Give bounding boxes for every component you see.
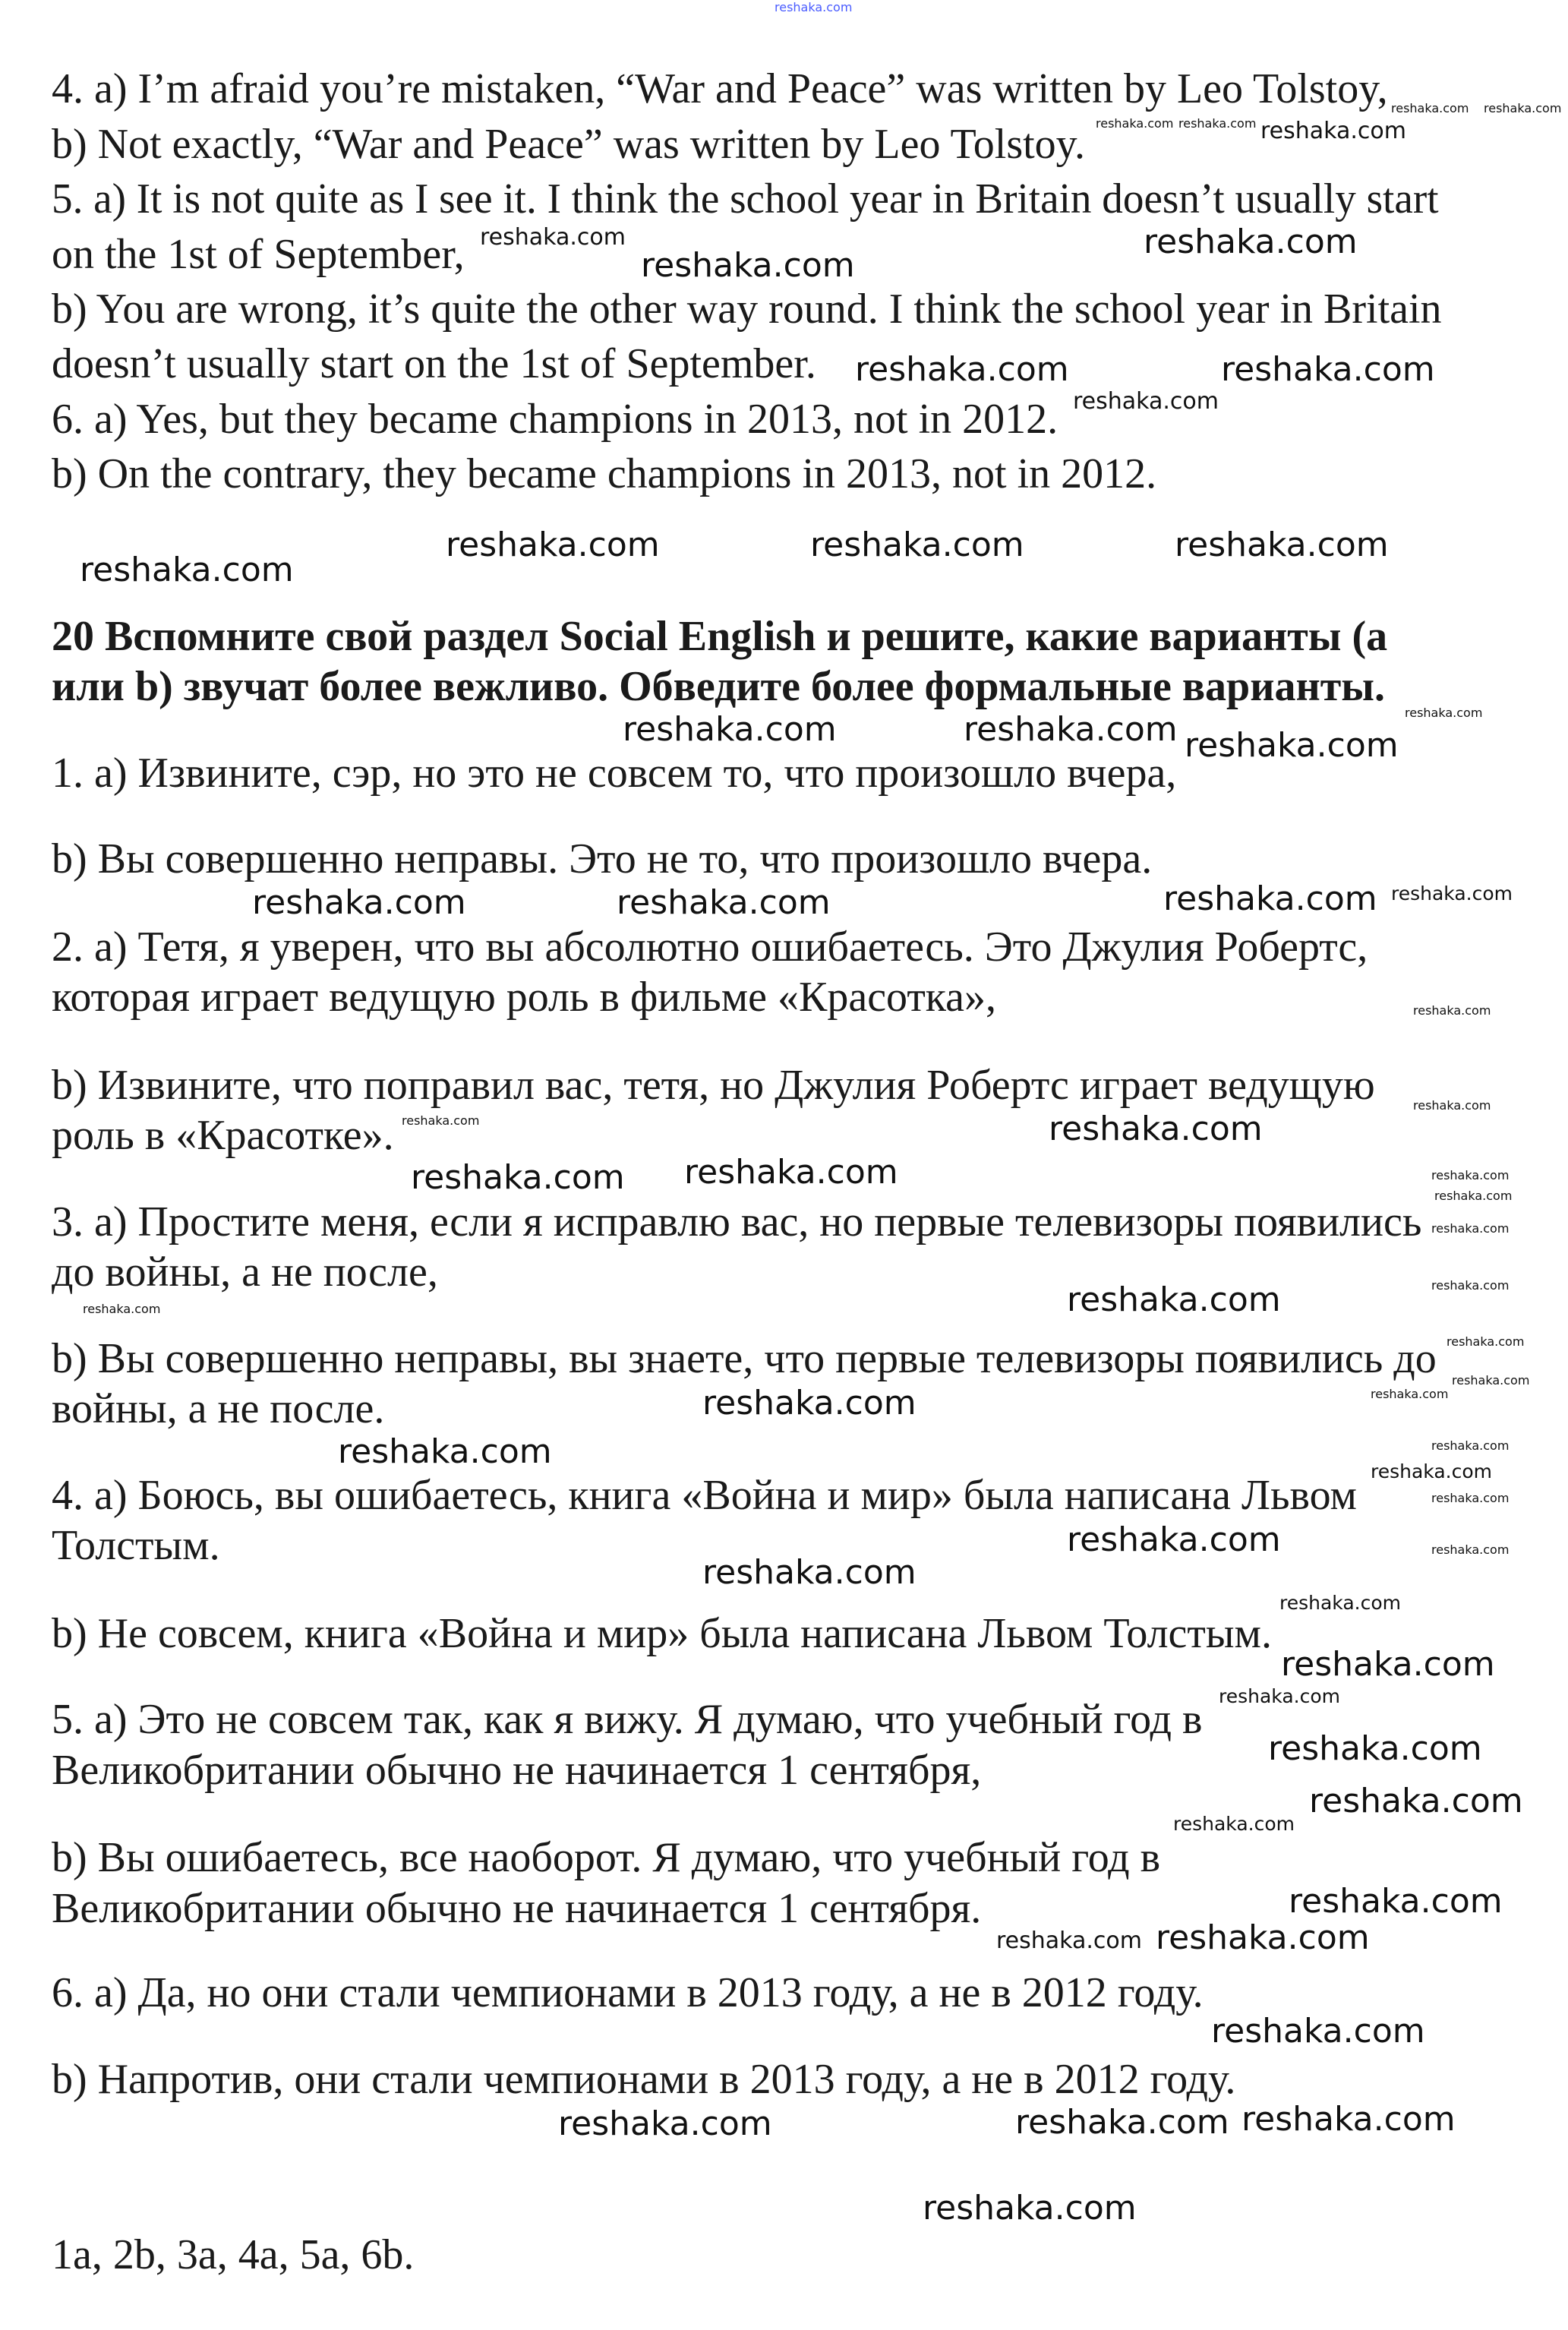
watermark: reshaka.com — [702, 1384, 917, 1422]
text-line: которая играет ведущую роль в фильме «Красотка», — [52, 974, 997, 1021]
watermark: reshaka.com — [1431, 1542, 1510, 1557]
text-line: до войны, а не после, — [52, 1249, 438, 1296]
watermark: reshaka.com — [641, 246, 855, 285]
watermark: reshaka.com — [702, 1553, 917, 1592]
watermark: reshaka.com — [1309, 1782, 1523, 1820]
watermark: reshaka.com — [252, 883, 466, 922]
watermark: reshaka.com — [1371, 1460, 1492, 1482]
text-line: b) Не совсем, книга «Война и мир» была написана Львом Толстым. — [52, 1610, 1272, 1657]
task-heading: 20 Вспомните свой раздел Social English и решите, какие варианты (а — [52, 613, 1388, 660]
text-line: b) You are wrong, it’s quite the other way round. I think the school year in Britain — [52, 286, 1442, 333]
watermark: reshaka.com — [996, 1927, 1142, 1954]
watermark: reshaka.com — [1447, 1334, 1525, 1349]
watermark: reshaka.com — [1281, 1645, 1495, 1684]
watermark: reshaka.com — [558, 2104, 772, 2143]
watermark: reshaka.com — [83, 1302, 161, 1316]
text-line: doesn’t usually start on the 1st of September. — [52, 340, 816, 387]
watermark: reshaka.com — [1175, 526, 1389, 564]
watermark: reshaka.com — [1413, 1003, 1491, 1018]
watermark: reshaka.com — [1049, 1110, 1263, 1148]
watermark: reshaka.com — [1431, 1491, 1510, 1505]
text-line: b) Вы ошибаетесь, все наоборот. Я думаю, что учебный год в — [52, 1834, 1161, 1881]
watermark: reshaka.com — [1289, 1882, 1503, 1921]
watermark: reshaka.com — [1452, 1373, 1530, 1388]
text-line: 6. a) Yes, but they became champions in 2013, not in 2012. — [52, 396, 1058, 443]
watermark: reshaka.com — [1185, 726, 1399, 765]
watermark: reshaka.com — [1431, 1438, 1510, 1453]
text-line: 1. а) Извините, сэр, но это не совсем то, что произошло вчера, — [52, 750, 1177, 797]
watermark: reshaka.com — [411, 1158, 625, 1197]
watermark: reshaka.com — [1405, 706, 1483, 720]
watermark: reshaka.com — [1431, 1278, 1510, 1293]
text-line: Великобритании обычно не начинается 1 сентября, — [52, 1747, 982, 1794]
text-line: 5. а) Это не совсем так, как я вижу. Я думаю, что учебный год в — [52, 1696, 1203, 1743]
watermark: reshaka.com — [1178, 116, 1257, 131]
text-line: b) Not exactly, “War and Peace” was written by Leo Tolstoy. — [52, 121, 1086, 168]
watermark: reshaka.com — [480, 224, 626, 251]
watermark: reshaka.com — [1144, 223, 1358, 261]
text-line: b) Вы совершенно неправы. Это не то, что произошло вчера. — [52, 835, 1153, 882]
watermark: reshaka.com — [1260, 118, 1406, 144]
text-line: b) Вы совершенно неправы, вы знаете, что первые телевизоры появились до — [52, 1335, 1437, 1382]
text-line: b) On the contrary, they became champions in 2013, not in 2012. — [52, 450, 1157, 497]
watermark: reshaka.com — [1431, 1221, 1510, 1236]
watermark: reshaka.com — [810, 526, 1024, 564]
watermark: reshaka.com — [80, 551, 294, 589]
text-line: on the 1st of September, — [52, 231, 465, 278]
watermark: reshaka.com — [1015, 2103, 1229, 2142]
text-line: b) Напротив, они стали чемпионами в 2013 году, а не в 2012 году. — [52, 2056, 1236, 2103]
watermark: reshaka.com — [402, 1113, 480, 1128]
task-heading: или b) звучат более вежливо. Обведите более формальные варианты. — [52, 663, 1385, 710]
watermark: reshaka.com — [1096, 116, 1174, 131]
watermark: reshaka.com — [1067, 1520, 1281, 1559]
top-watermark: reshaka.com — [775, 0, 853, 14]
watermark: reshaka.com — [1156, 1918, 1370, 1957]
watermark: reshaka.com — [1431, 1168, 1510, 1182]
text-line: 2. а) Тетя, я уверен, что вы абсолютно ошибаетесь. Это Джулия Робертс, — [52, 923, 1368, 971]
text-line: b) Извините, что поправил вас, тетя, но Джулия Робертс играет ведущую — [52, 1062, 1375, 1109]
text-line: 4. a) I’m afraid you’re mistaken, “War and Peace” was written by Leo Tolstoy, — [52, 65, 1388, 112]
watermark: reshaka.com — [1173, 1813, 1295, 1835]
watermark: reshaka.com — [446, 526, 660, 564]
watermark: reshaka.com — [338, 1432, 552, 1471]
watermark: reshaka.com — [1371, 1387, 1449, 1401]
watermark: reshaka.com — [1391, 882, 1513, 905]
watermark: reshaka.com — [964, 710, 1178, 749]
text-line: Великобритании обычно не начинается 1 сентября. — [52, 1885, 982, 1932]
watermark: reshaka.com — [1413, 1098, 1491, 1113]
watermark: reshaka.com — [1434, 1189, 1513, 1203]
watermark: reshaka.com — [617, 883, 831, 922]
watermark: reshaka.com — [1279, 1592, 1401, 1614]
text-line: 4. а) Боюсь, вы ошибаетесь, книга «Война и мир» была написана Львом — [52, 1472, 1357, 1519]
watermark: reshaka.com — [1268, 1729, 1482, 1768]
text-line: Толстым. — [52, 1522, 220, 1569]
watermark: reshaka.com — [1163, 879, 1377, 918]
watermark: reshaka.com — [1241, 2100, 1456, 2139]
answer-key: 1a, 2b, 3a, 4a, 5a, 6b. — [52, 2231, 415, 2278]
watermark: reshaka.com — [1067, 1280, 1281, 1319]
watermark: reshaka.com — [623, 710, 837, 749]
watermark: reshaka.com — [855, 350, 1069, 389]
text-line: 3. а) Простите меня, если я исправлю вас, но первые телевизоры появились — [52, 1198, 1422, 1246]
text-line: 6. а) Да, но они стали чемпионами в 2013 году, а не в 2012 году. — [52, 1969, 1204, 2016]
text-line: 5. a) It is not quite as I see it. I think the school year in Britain doesn’t usually start — [52, 175, 1439, 223]
watermark: reshaka.com — [1211, 2012, 1425, 2051]
watermark: reshaka.com — [1391, 101, 1469, 115]
watermark: reshaka.com — [1219, 1685, 1340, 1707]
watermark: reshaka.com — [1484, 101, 1562, 115]
watermark: reshaka.com — [684, 1153, 898, 1192]
watermark: reshaka.com — [923, 2189, 1137, 2227]
text-line: войны, а не после. — [52, 1385, 385, 1432]
watermark: reshaka.com — [1221, 350, 1435, 389]
watermark: reshaka.com — [1073, 388, 1219, 415]
text-line: роль в «Красотке». — [52, 1112, 394, 1159]
